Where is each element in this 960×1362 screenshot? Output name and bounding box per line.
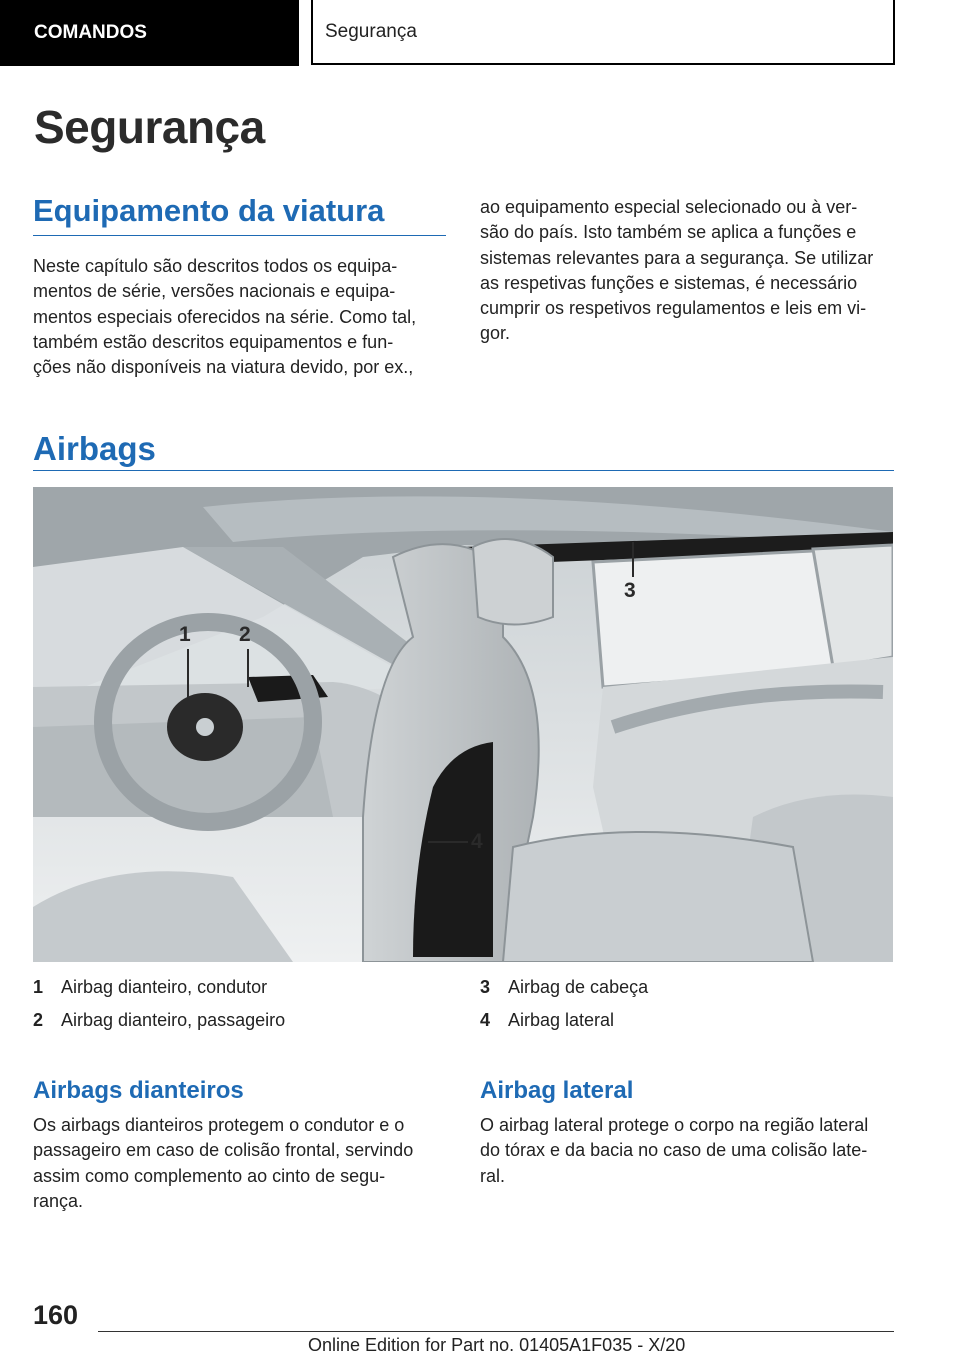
interior-drawing (33, 487, 893, 962)
text-line: do tórax e da bacia no caso de uma colisão late- (480, 1140, 868, 1161)
airbags-title: Airbags (33, 430, 156, 467)
legend-item (33, 971, 285, 1004)
callout-4: 4 (471, 830, 483, 853)
text-line: passageiro em caso de colisão frontal, servindo (33, 1140, 414, 1161)
text-line: assim como complemento ao cinto de segu- (33, 1165, 386, 1186)
legend-item (33, 1004, 285, 1037)
page-number: 160 (33, 1300, 79, 1330)
text-line: Neste capítulo são descritos todos os equipa- (33, 256, 398, 276)
text-line: ral. (480, 1165, 506, 1186)
side-airbag-paragraph (480, 1113, 900, 1189)
footer-rule (98, 1331, 894, 1332)
text-line: também estão descritos equipamentos e fun- (33, 331, 394, 352)
callout-3: 3 (624, 579, 636, 602)
text-line: ao equipamento especial selecionado ou à ver- (480, 197, 858, 217)
legend-number: 3 (480, 977, 491, 997)
legend-col2 (480, 971, 648, 1037)
breadcrumb (311, 0, 895, 65)
text-line: são do país. Isto também se aplica a funções e (480, 222, 857, 243)
text-line: cumprir os respetivos regulamentos e leis em vi- (480, 298, 867, 319)
legend-label: Airbag dianteiro, passageiro (61, 1010, 286, 1030)
legend-item (480, 971, 648, 1004)
section-label: COMANDOS (34, 22, 147, 43)
header-gap (299, 0, 311, 66)
equipment-paragraph-col1 (33, 254, 453, 380)
equipment-title: Equipamento da viatura (33, 193, 385, 228)
equipment-paragraph-col2 (480, 195, 900, 347)
front-airbags-paragraph (33, 1113, 453, 1214)
text-line: Os airbags dianteiros protegem o condutor e o (33, 1115, 405, 1135)
text-line: gor. (480, 323, 511, 344)
breadcrumb-label: Segurança (325, 20, 417, 42)
legend-number: 4 (480, 1010, 491, 1030)
section-tab (0, 0, 299, 66)
side-airbag-title: Airbag lateral (480, 1077, 634, 1104)
legend-item (480, 1004, 648, 1037)
legend-label: Airbag lateral (508, 1010, 615, 1030)
callout-2: 2 (239, 623, 251, 646)
legend-number: 1 (33, 977, 44, 997)
text-line: rança. (33, 1190, 84, 1211)
text-line: ções não disponíveis na viatura devido, por ex., (33, 357, 414, 378)
legend-number: 2 (33, 1010, 44, 1030)
equipment-title-rule (33, 235, 446, 236)
text-line: sistemas relevantes para a segurança. Se utilizar (480, 247, 874, 268)
front-airbags-title: Airbags dianteiros (33, 1077, 244, 1104)
text-line: as respetivas funções e sistemas, é necessário (480, 272, 858, 293)
text-line: mentos de série, versões nacionais e equipa- (33, 281, 396, 302)
text-line: O airbag lateral protege o corpo na região lateral (480, 1115, 869, 1135)
callout-1: 1 (179, 623, 191, 646)
legend-label: Airbag dianteiro, condutor (61, 977, 268, 997)
footer-edition: Online Edition for Part no. 01405A1F035 - X/20 (308, 1335, 686, 1355)
car-interior-illustration (33, 487, 893, 962)
text-line: mentos especiais oferecidos na série. Como tal, (33, 306, 417, 327)
legend-col1 (33, 971, 285, 1037)
airbags-title-rule (33, 470, 894, 471)
legend-label: Airbag de cabeça (508, 977, 649, 997)
page-title: Segurança (34, 101, 265, 153)
